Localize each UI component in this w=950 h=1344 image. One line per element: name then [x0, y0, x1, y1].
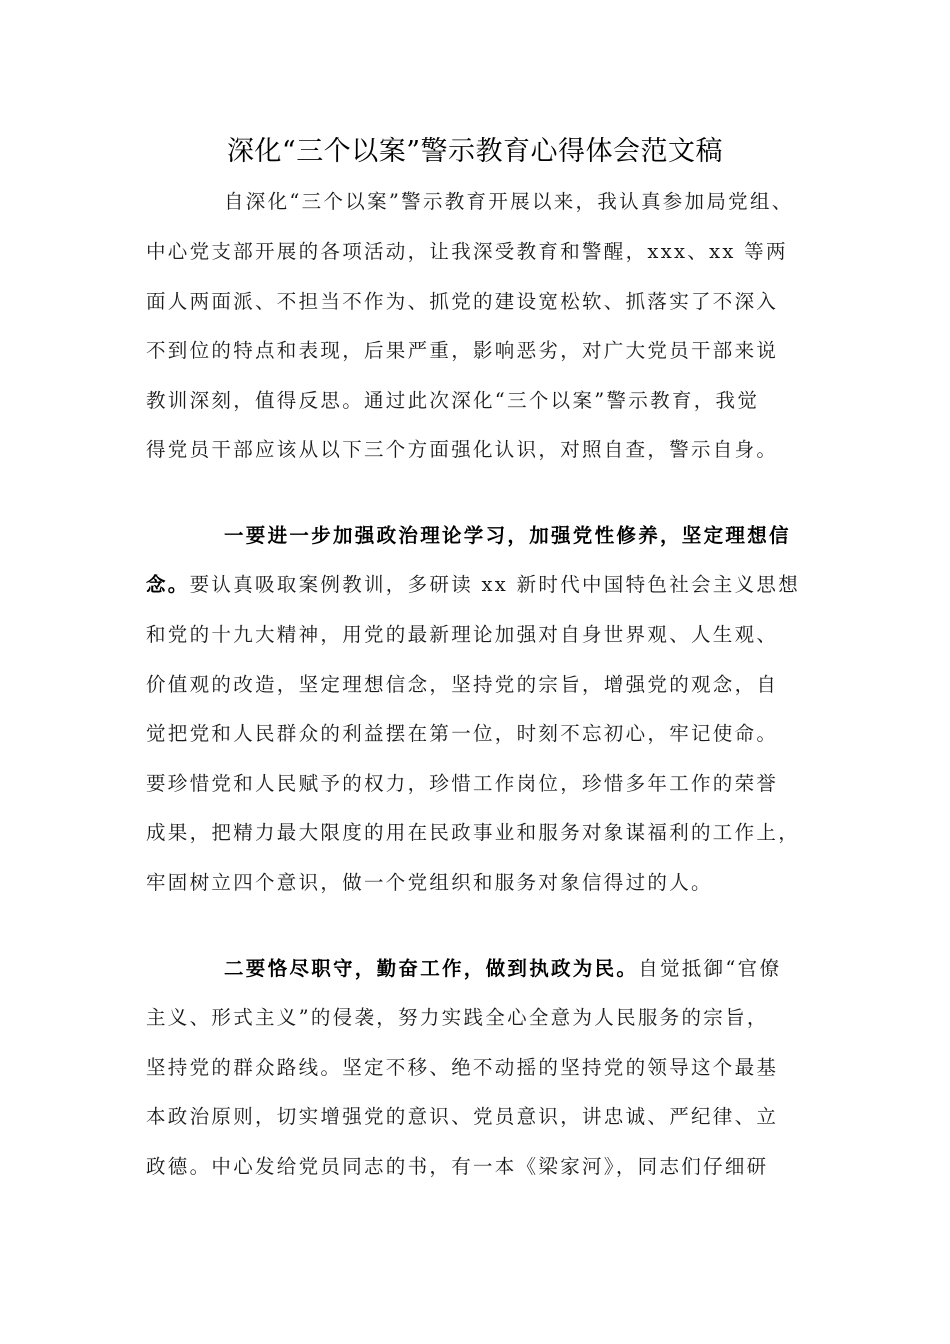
document-title: 深化“三个以案”警示教育心得体会范文稿: [226, 136, 724, 167]
section1-body-line-5: 成果，把精力最大限度的用在民政事业和服务对象谋福利的工作上，: [146, 821, 801, 844]
intro-line-6: 得党员干部应该从以下三个方面强化认识，对照自查，警示自身。: [146, 438, 779, 461]
section2-body-line-2: 坚持党的群众路线。坚定不移、绝不动摇的坚持党的领导这个最基: [146, 1056, 779, 1079]
section1-body-line-1: 和党的十九大精神，用党的最新理论加强对自身世界观、人生观、: [146, 623, 779, 646]
section1-heading-line-2: [146, 570, 800, 600]
section1-body-line-4: 要珍惜党和人民赋予的权力，珍惜工作岗位，珍惜多年工作的荣誉: [146, 772, 779, 795]
section2-body-line-1: 主义、形式主义”的侵袭，努力实践全心全意为人民服务的宗旨，: [146, 1006, 769, 1029]
intro-line-2: 中心党支部开展的各项活动，让我深受教育和警醒，xxx、xx 等两: [146, 240, 788, 263]
intro-line-4: 不到位的特点和表现，后果严重，影响恶劣，对广大党员干部来说: [146, 339, 779, 362]
section1-heading-end: 念。: [146, 573, 190, 596]
section2-heading-line: [224, 954, 781, 984]
section1-body-start: 要认真吸取案例教训，多研读 xx 新时代中国特色社会主义思想: [189, 573, 801, 596]
section1-body-line-6: 牢固树立四个意识，做一个党组织和服务对象信得过的人。: [146, 871, 713, 894]
section1-body-line-2: 价值观的改造，坚定理想信念，坚持党的宗旨，增强党的观念，自: [146, 673, 779, 696]
section1-heading-line-1: 一要进一步加强政治理论学习，加强党性修养，坚定理想信: [224, 524, 791, 547]
section2-heading: 二要恪尽职守，勤奋工作，做到执政为民。: [224, 957, 639, 980]
intro-line-1: 自深化“三个以案”警示教育开展以来，我认真参加局党组、: [224, 190, 794, 213]
section1-body-line-3: 觉把党和人民群众的利益摆在第一位，时刻不忘初心，牢记使命。: [146, 722, 779, 745]
section2-body-line-3: 本政治原则，切实增强党的意识、党员意识，讲忠诚、严纪律、立: [146, 1105, 779, 1128]
section2-body-start: 自觉抵御“官僚: [638, 957, 782, 980]
section2-body-line-4: 政德。中心发给党员同志的书，有一本《梁家河》，同志们仔细研: [146, 1155, 769, 1178]
intro-line-3: 面人两面派、不担当不作为、抓党的建设宽松软、抓落实了不深入: [146, 290, 779, 313]
intro-line-5: 教训深刻，值得反思。通过此次深化“三个以案”警示教育，我觉: [146, 389, 760, 412]
